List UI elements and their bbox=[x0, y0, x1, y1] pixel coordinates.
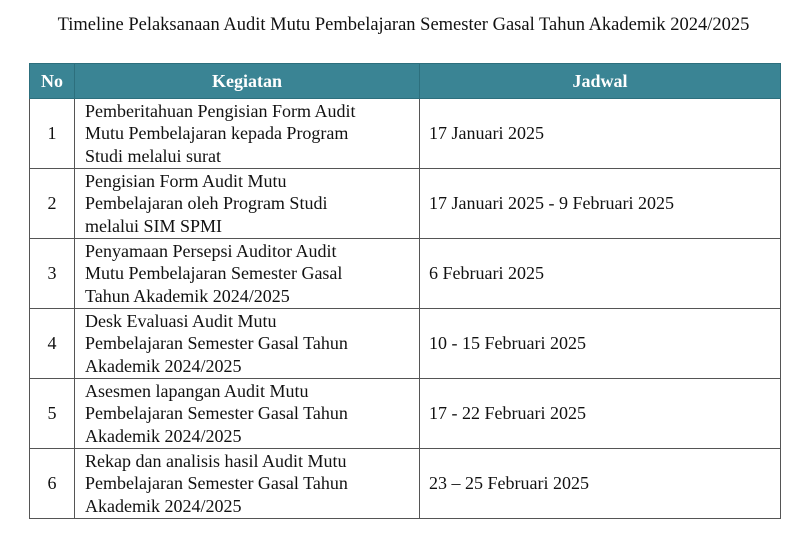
activity-line: Pemberitahuan Pengisian Form Audit bbox=[85, 100, 356, 121]
table-row bbox=[30, 379, 781, 449]
activity-line: Rekap dan analisis hasil Audit Mutu bbox=[85, 450, 347, 471]
schedule-cell: 17 Januari 2025 - 9 Februari 2025 bbox=[420, 169, 781, 239]
row-number: 5 bbox=[30, 379, 75, 449]
row-number: 4 bbox=[30, 309, 75, 379]
page-title: Timeline Pelaksanaan Audit Mutu Pembelajaran Semester Gasal Tahun Akademik 2024/2025 bbox=[57, 15, 750, 35]
table-body bbox=[30, 99, 781, 519]
activity-cell bbox=[75, 449, 420, 519]
activity-cell bbox=[75, 99, 420, 169]
schedule-cell: 17 - 22 Februari 2025 bbox=[420, 379, 781, 449]
timeline-table bbox=[29, 63, 781, 519]
schedule-cell: 10 - 15 Februari 2025 bbox=[420, 309, 781, 379]
activity-line: Desk Evaluasi Audit Mutu bbox=[85, 310, 277, 331]
activity-line: Akademik 2024/2025 bbox=[85, 355, 242, 376]
activity-cell bbox=[75, 169, 420, 239]
header-row bbox=[30, 64, 781, 99]
activity-line: melalui SIM SPMI bbox=[85, 215, 223, 236]
activity-line: Akademik 2024/2025 bbox=[85, 425, 242, 446]
activity-line: Mutu Pembelajaran kepada Program bbox=[85, 123, 349, 144]
activity-line: Pembelajaran Semester Gasal Tahun bbox=[85, 333, 348, 354]
activity-line: Studi melalui surat bbox=[85, 145, 221, 166]
activity-line: Tahun Akademik 2024/2025 bbox=[85, 285, 290, 306]
table-header bbox=[30, 64, 781, 99]
schedule-cell: 23 – 25 Februari 2025 bbox=[420, 449, 781, 519]
activity-line: Pembelajaran Semester Gasal Tahun bbox=[85, 473, 348, 494]
column-header-jadwal: Jadwal bbox=[420, 64, 781, 99]
column-header-kegiatan: Kegiatan bbox=[75, 64, 420, 99]
table-row bbox=[30, 309, 781, 379]
table-row bbox=[30, 239, 781, 309]
activity-cell bbox=[75, 239, 420, 309]
activity-line: Pembelajaran Semester Gasal Tahun bbox=[85, 403, 348, 424]
column-header-no: No bbox=[30, 64, 75, 99]
schedule-cell: 6 Februari 2025 bbox=[420, 239, 781, 309]
table-row bbox=[30, 449, 781, 519]
activity-line: Pembelajaran oleh Program Studi bbox=[85, 193, 328, 214]
activity-line: Akademik 2024/2025 bbox=[85, 495, 242, 516]
schedule-cell: 17 Januari 2025 bbox=[420, 99, 781, 169]
row-number: 1 bbox=[30, 99, 75, 169]
activity-line: Mutu Pembelajaran Semester Gasal bbox=[85, 263, 343, 284]
activity-line: Penyamaan Persepsi Auditor Audit bbox=[85, 240, 337, 261]
row-number: 6 bbox=[30, 449, 75, 519]
activity-line: Pengisian Form Audit Mutu bbox=[85, 170, 287, 191]
row-number: 3 bbox=[30, 239, 75, 309]
activity-cell bbox=[75, 309, 420, 379]
row-number: 2 bbox=[30, 169, 75, 239]
table-row bbox=[30, 99, 781, 169]
table-row bbox=[30, 169, 781, 239]
activity-line: Asesmen lapangan Audit Mutu bbox=[85, 380, 309, 401]
activity-cell bbox=[75, 379, 420, 449]
